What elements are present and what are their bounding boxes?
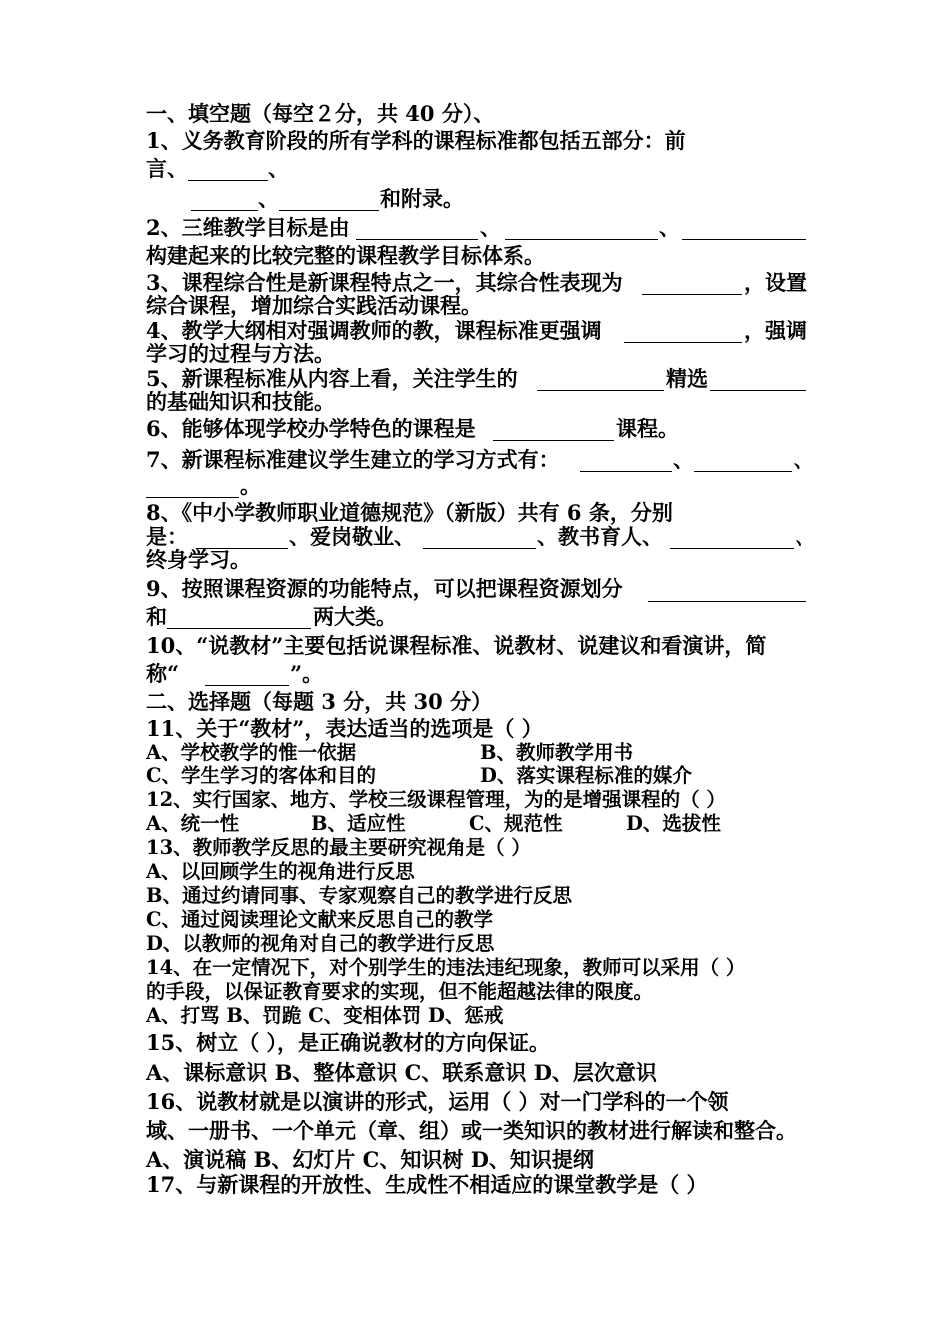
q11-stem: 11、关于“教材”，表达适当的选项是（ ）	[146, 716, 543, 741]
q7-blank-3	[146, 497, 239, 498]
q12-option-b: B、适应性	[311, 812, 406, 835]
q8-blank-3	[670, 548, 794, 549]
q2-sep-2: 、	[659, 215, 680, 240]
q3-line-1-end: ，设置	[744, 270, 807, 295]
q8-sep-3: 、	[796, 524, 813, 549]
q14-options: A、打骂 B、罚跪 C、变相体罚 D、惩戒	[146, 1004, 504, 1027]
q13-option-b: B、通过约请同事、专家观察自己的教学进行反思	[146, 884, 572, 907]
q16-stem-line-2: 域、一册书、一个单元（章、组）或一类知识的教材进行解读和整合。	[146, 1118, 797, 1143]
q10-blank-1	[205, 685, 289, 686]
q13-option-c: C、通过阅读理论文献来反思自己的教学	[146, 908, 494, 931]
q16-stem-line-1: 16、说教材就是以演讲的形式，运用（ ）对一门学科的一个领	[146, 1089, 729, 1114]
q4-blank-1	[624, 342, 742, 343]
q5-blank-1	[537, 390, 664, 391]
q8-blank-2	[423, 548, 536, 549]
q12-stem: 12、实行国家、地方、学校三级课程管理，为的是增强课程的（ ）	[146, 788, 726, 811]
q6-line: 6、能够体现学校办学特色的课程是	[146, 416, 476, 441]
q15-stem: 15、树立（ ），是正确说教材的方向保证。	[146, 1030, 551, 1055]
q2-line-1: 2、三维教学目标是由	[146, 215, 350, 240]
q13-option-a: A、以回顾学生的视角进行反思	[146, 860, 415, 883]
q6-end: 课程。	[616, 416, 679, 441]
q5-line-2: 的基础知识和技能。	[146, 389, 335, 414]
q11-option-d: D、落实课程标准的媒介	[480, 764, 692, 787]
q6-blank-1	[493, 440, 614, 441]
q7-end: 。	[240, 473, 261, 498]
q10-line-2-end: ”。	[290, 661, 324, 686]
q4-line-1: 4、教学大纲相对强调教师的教，课程标准更强调	[146, 318, 602, 343]
q1-line-1: 1、义务教育阶段的所有学科的课程标准都包括五部分：前	[146, 128, 686, 153]
q9-line-2-end: 两大类。	[313, 604, 397, 629]
q1-line-2-start: 言、	[146, 156, 188, 181]
q17-stem: 17、与新课程的开放性、生成性不相适应的课堂教学是（ ）	[146, 1172, 708, 1197]
q2-line-2: 构建起来的比较完整的课程教学目标体系。	[146, 243, 545, 268]
q2-sep-1: 、	[480, 215, 501, 240]
q10-line-2-start: 称“	[146, 661, 180, 686]
q2-blank-2	[505, 239, 658, 240]
q3-line-2: 综合课程，增加综合实践活动课程。	[146, 293, 482, 318]
q12-option-a: A、统一性	[146, 812, 240, 835]
q2-blank-3	[682, 239, 806, 240]
q14-stem-line-1: 14、在一定情况下，对个别学生的违法违纪现象，教师可以采用（ ）	[146, 956, 746, 979]
q15-options: A、课标意识 B、整体意识 C、联系意识 D、层次意识	[146, 1060, 657, 1085]
q5-line-1: 5、新课程标准从内容上看，关注学生的	[146, 366, 518, 391]
q1-sep-2: 、	[258, 186, 279, 211]
q1-line-3-end: 和附录。	[380, 186, 464, 211]
q12-option-c: C、规范性	[469, 812, 563, 835]
q7-line-1: 7、新课程标准建议学生建立的学习方式有：	[146, 447, 560, 472]
q7-sep-1: 、	[673, 447, 694, 472]
q3-line-1: 3、课程综合性是新课程特点之一，其综合性表现为	[146, 270, 623, 295]
q13-stem: 13、教师教学反思的最主要研究视角是（ ）	[146, 836, 531, 859]
q11-option-b: B、教师教学用书	[480, 741, 633, 764]
q7-blank-1	[580, 471, 672, 472]
q7-blank-2	[694, 471, 792, 472]
q13-option-d: D、以教师的视角对自己的教学进行反思	[146, 932, 495, 955]
q9-blank-1	[648, 601, 806, 602]
section-1-title: 一、填空题（每空２分，共 40 分）、	[146, 101, 495, 126]
q1-blank-2	[191, 210, 258, 211]
q8-line-1: 8、《中小学教师职业道德规范》（新版）共有 6 条，分别	[146, 500, 673, 525]
q5-blank-2	[710, 390, 806, 391]
q9-line-2-start: 和	[146, 604, 167, 629]
q8-line-2-start: 是：	[146, 524, 188, 549]
q7-sep-2: 、	[794, 447, 812, 472]
q5-mid: 精选	[666, 366, 708, 391]
q8-mid-1: 、爱岗敬业、	[289, 524, 415, 549]
q4-line-1-end: ，强调	[744, 318, 807, 343]
q11-option-a: A、学校教学的惟一依据	[146, 741, 357, 764]
q8-line-3: 终身学习。	[146, 547, 251, 572]
q1-sep-1: 、	[268, 156, 289, 181]
q1-blank-1	[188, 180, 268, 181]
q12-option-d: D、选拔性	[626, 812, 721, 835]
q4-line-2: 学习的过程与方法。	[146, 341, 335, 366]
section-2-title: 二、选择题（每题 3 分，共 30 分）	[146, 689, 493, 714]
q14-stem-line-2: 的手段，以保证教育要求的实现，但不能超越法律的限度。	[146, 980, 654, 1003]
q9-line-1: 9、按照课程资源的功能特点，可以把课程资源划分	[146, 576, 623, 601]
q2-blank-1	[356, 239, 478, 240]
q10-line-1: 10、“说教材”主要包括说课程标准、说教材、说建议和看演讲，简	[146, 633, 767, 658]
q9-blank-2	[167, 628, 311, 629]
q8-mid-2: 、教书育人、	[537, 524, 663, 549]
q11-option-c: C、学生学习的客体和目的	[146, 764, 377, 787]
q3-blank-1	[642, 294, 742, 295]
q1-blank-3	[279, 210, 379, 211]
q16-options: A、演说稿 B、幻灯片 C、知识树 D、知识提纲	[146, 1147, 594, 1172]
